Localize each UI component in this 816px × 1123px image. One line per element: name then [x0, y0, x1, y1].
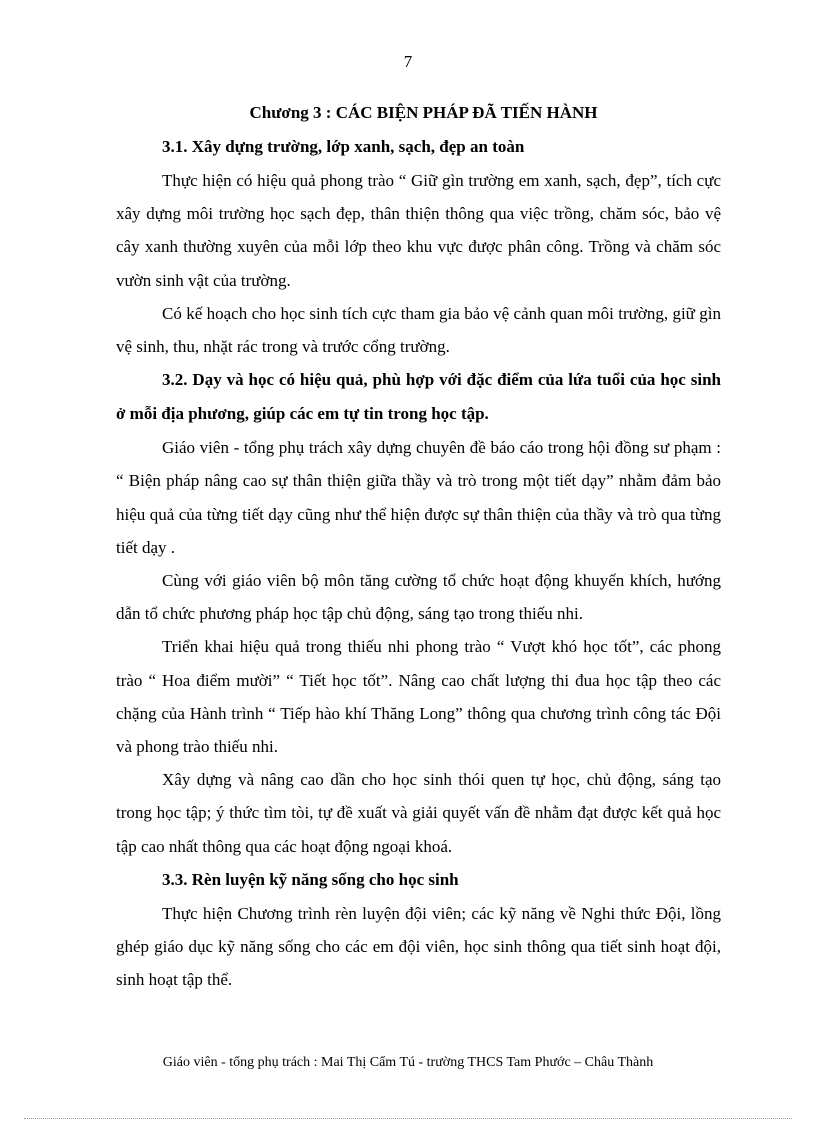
- page-number: 7: [403, 52, 413, 71]
- paragraph: Thực hiện có hiệu quả phong trào “ Giữ gìn trường em xanh, sạch, đẹp”, tích cực xây dựng môi trường học sạch đẹp, thân thiện thông qua việc trồng, chăm sóc, bảo vệ cây xanh thường xuyên của mỗi lớp theo khu vực được phân công. Trồng và chăm sóc vườn sinh vật của trường.: [116, 171, 721, 290]
- paragraph: Có kế hoạch cho học sinh tích cực tham gia bảo vệ cảnh quan môi trường, giữ gìn vệ sinh, thu, nhặt rác trong và trước cổng trường.: [116, 303, 721, 357]
- section-heading: 3.2. Dạy và học có hiệu quả, phù hợp với đặc điểm của lứa tuổi của học sinh ở mỗi địa phương, giúp các em tự tin trong học tập.: [116, 370, 721, 424]
- paragraph: Giáo viên - tổng phụ trách xây dựng chuyên đề báo cáo trong hội đồng sư phạm : “ Biện pháp nâng cao sự thân thiện giữa thầy và trò trong một tiết dạy” nhằm đảm bảo hiệu quả của từng tiết dạy cũng như thể hiện được sự thân thiện của thầy và trò qua từng tiết dạy .: [116, 438, 721, 557]
- paragraph: Thực hiện Chương trình rèn luyện đội viên; các kỹ năng về Nghi thức Đội, lồng ghép giáo dục kỹ năng sống cho các em đội viên, học sinh thông qua tiết sinh hoạt đội, sinh hoạt tập thể.: [116, 903, 721, 990]
- chapter-title: Chương 3 : CÁC BIỆN PHÁP ĐÃ TIẾN HÀNH: [249, 103, 598, 122]
- section-heading: 3.1. Xây dựng trường, lớp xanh, sạch, đẹp an toàn: [162, 137, 525, 156]
- paragraph: Cùng với giáo viên bộ môn tăng cường tổ chức hoạt động khuyến khích, hướng dẫn tổ chức phương pháp học tập chủ động, sáng tạo trong thiếu nhi.: [116, 571, 721, 624]
- paragraph: Xây dựng và nâng cao dần cho học sinh thói quen tự học, chủ động, sáng tạo trong học tập; ý thức tìm tòi, tự đề xuất và giải quyết vấn đề nhằm đạt được kết quả học tập cao nhất thông qua các hoạt động ngoại khoá.: [116, 770, 721, 856]
- document-body: [116, 96, 721, 996]
- page-bottom-divider: [24, 1118, 792, 1119]
- page-footer: Giáo viên - tổng phụ trách : Mai Thị Cẩm Tú - trường THCS Tam Phước – Châu Thành: [162, 1055, 654, 1070]
- paragraph: Triển khai hiệu quả trong thiếu nhi phong trào “ Vượt khó học tốt”, các phong trào “ Hoa điểm mười” “ Tiết học tốt”. Nâng cao chất lượng thi đua học tập theo các chặng của Hành trình “ Tiếp hào khí Thăng Long” thông qua chương trình công tác Đội và phong trào thiếu nhi.: [116, 637, 721, 757]
- section-heading: 3.3. Rèn luyện kỹ năng sống cho học sinh: [162, 869, 459, 889]
